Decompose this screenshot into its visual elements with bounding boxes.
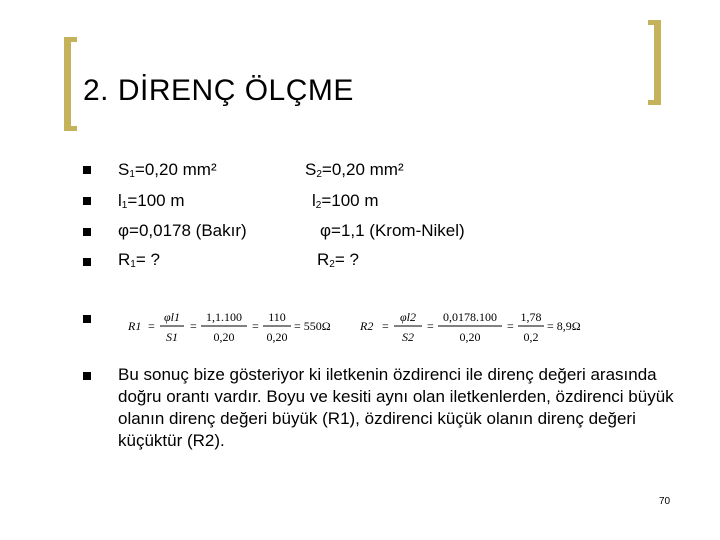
svg-text:=: = bbox=[190, 319, 197, 333]
formula-r2 bbox=[359, 310, 581, 344]
svg-text:=: = bbox=[148, 319, 155, 333]
formula1-f2-den: 0,20 bbox=[213, 330, 235, 344]
svg-text:=: = bbox=[382, 319, 389, 333]
right-resistance: $R_2=$ ? bbox=[317, 250, 359, 270]
slide-title: 2. DİRENÇ ÖLÇME bbox=[83, 74, 354, 107]
formula2-f3-den: 0,2 bbox=[523, 330, 539, 344]
svg-text:=: = bbox=[252, 319, 259, 333]
svg-text:=: = bbox=[507, 319, 514, 333]
title-bracket-left bbox=[64, 37, 77, 131]
formula2-f2-num: 0,0178.100 bbox=[443, 310, 497, 324]
title-bracket-right bbox=[648, 20, 661, 105]
bullet-4 bbox=[83, 258, 91, 266]
right-area: $S_2=0,20$ mm² bbox=[305, 160, 404, 180]
formula2-result: = 8,9Ω bbox=[547, 319, 581, 333]
formula-r1 bbox=[128, 310, 331, 344]
formula2-f1-den: S2 bbox=[402, 330, 414, 344]
left-length: $l_1=100$ m bbox=[118, 191, 185, 211]
formula1-f3-den: 0,20 bbox=[266, 330, 288, 344]
conclusion-paragraph: Bu sonuç bize gösteriyor ki iletkenin özdirenci ile direnç değeri arasında doğru orantı vardır. Boyu ve kesiti aynı olan iletkenlerden, özdirenci büyük olanın direnç değeri büyük (R1), özdirenci küçük olanın direnç değeri küçüktür (R2). bbox=[118, 365, 674, 450]
formula2-lhs: R2 bbox=[360, 319, 374, 333]
formula1-f2-num: 1,1.100 bbox=[206, 310, 242, 324]
formula1-f3-num: 110 bbox=[268, 310, 286, 324]
formula2-f1-num: φl2 bbox=[400, 310, 416, 324]
bullet-5 bbox=[83, 315, 91, 323]
right-length: $l_2=100$ m bbox=[312, 191, 379, 211]
formula1-lhs: R1 bbox=[128, 319, 142, 333]
page-number: 70 bbox=[659, 496, 671, 507]
formula2-f3-num: 1,78 bbox=[520, 310, 542, 324]
formula1-f1-den: S1 bbox=[166, 330, 178, 344]
formula1-f1-num: φl1 bbox=[164, 310, 180, 324]
bullet-3 bbox=[83, 228, 91, 236]
formula1-result: = 550Ω bbox=[294, 319, 331, 333]
left-resistance: $R_1=$ ? bbox=[118, 250, 160, 270]
bullet-2 bbox=[83, 197, 91, 205]
formula2-f2-den: 0,20 bbox=[459, 330, 481, 344]
left-area: $S_1=0,20$ mm² bbox=[118, 160, 217, 180]
bullet-1 bbox=[83, 166, 91, 174]
left-resistivity: φ=0,0178 (Bakır) bbox=[118, 221, 247, 240]
svg-text:=: = bbox=[427, 319, 434, 333]
resistance-formulas bbox=[128, 305, 608, 349]
right-resistivity: φ=1,1 (Krom-Nikel) bbox=[320, 221, 465, 240]
bullet-6 bbox=[83, 372, 91, 380]
